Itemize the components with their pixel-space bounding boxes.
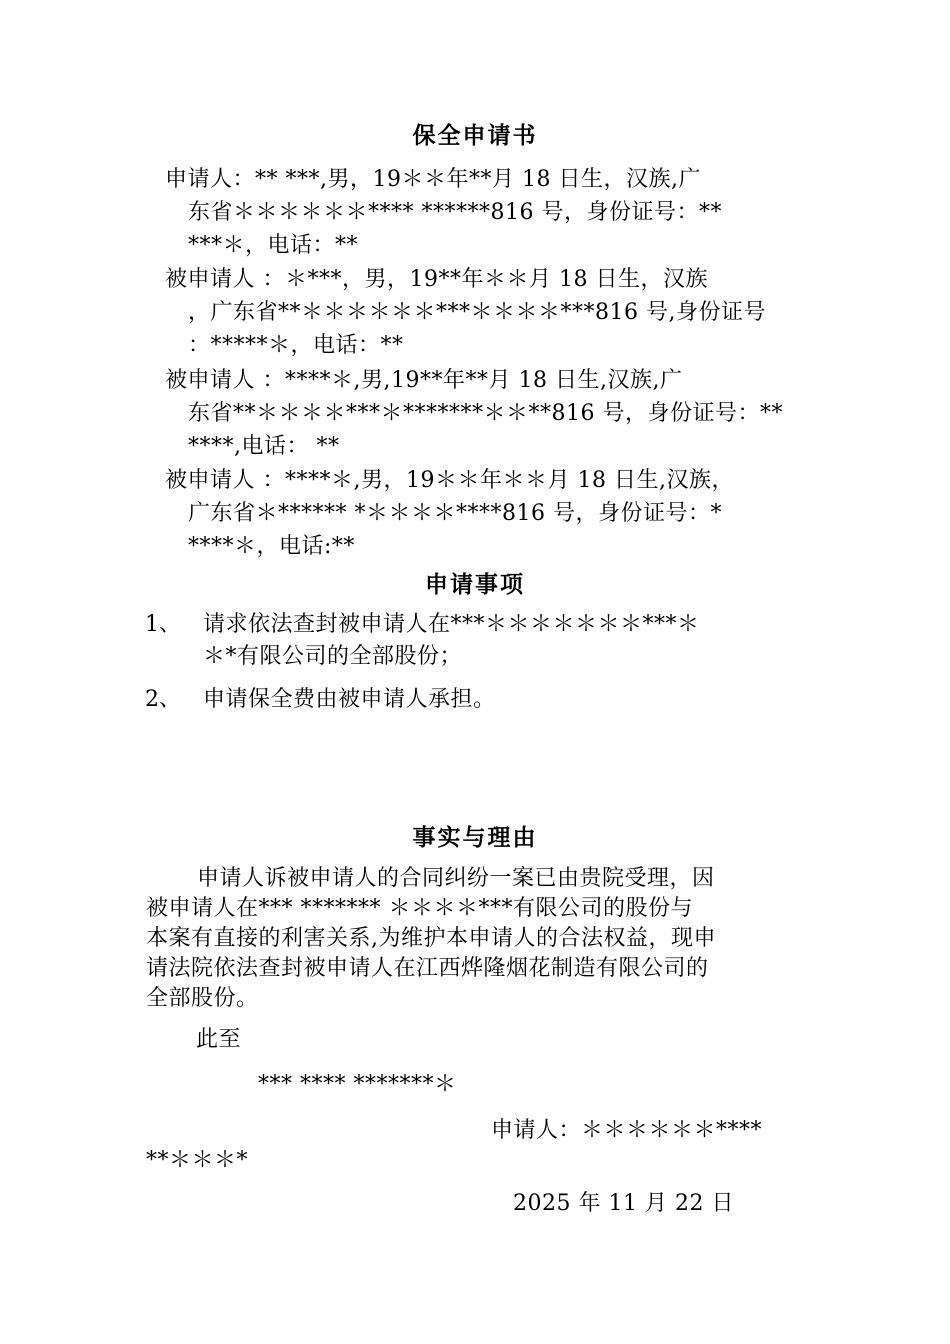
- party-3-line-2: 东省**＊＊＊＊***＊*******＊＊**816 号，身份证号：**: [188, 401, 783, 426]
- party-2-line-3: ：*****＊，电话：**: [188, 333, 404, 358]
- closing-applicant-line-2: **＊＊＊*: [146, 1148, 249, 1173]
- closing-date: 2025 年 11 月 22 日: [513, 1191, 734, 1216]
- party-1-line-3: ***＊，电话：**: [188, 233, 359, 258]
- party-4-line-3: ****＊，电话:**: [188, 534, 355, 559]
- matters-heading: 申请事项: [425, 571, 525, 598]
- facts-line-3: 本案有直接的利害关系,为维护本申请人的合法权益，现申: [146, 926, 716, 951]
- party-1-line-2: 东省＊＊＊＊＊＊**** ******816 号，身份证号：**: [188, 200, 722, 225]
- facts-line-5: 全部股份。: [146, 986, 259, 1011]
- party-2-line-2: ，广东省**＊＊＊＊＊＊***＊＊＊＊***816 号,身份证号: [188, 300, 766, 325]
- matter-1-number: 1、: [145, 612, 181, 637]
- matter-2-line-1: 申请保全费由被申请人承担。: [203, 687, 496, 712]
- facts-heading: 事实与理由: [412, 824, 538, 851]
- party-4-line-2: 广东省＊****** *＊＊＊＊****816 号，身份证号：*: [188, 501, 722, 526]
- facts-line-1: 申请人诉被申请人的合同纠纷一案已由贵院受理，因: [197, 866, 715, 891]
- facts-line-2: 被申请人在*** ******* ＊＊＊＊***有限公司的股份与: [146, 896, 693, 921]
- party-4-line-1: 被申请人 ：****＊,男，19＊＊年＊＊月 18 日生,汉族，: [165, 468, 734, 493]
- document-title: 保全申请书: [412, 122, 538, 149]
- matter-1-line-1: 请求依法查封被申请人在***＊＊＊＊＊＊＊***＊: [203, 612, 700, 637]
- closing-cizhi: 此至: [196, 1027, 242, 1052]
- party-3-line-3: ****,电话： **: [188, 434, 340, 459]
- facts-line-4: 请法院依法查封被申请人在江西烨隆烟花制造有限公司的: [146, 956, 709, 981]
- party-3-line-1: 被申请人 ：****＊,男,19**年**月 18 日生,汉族,广: [165, 368, 683, 393]
- closing-court: *** **** *******＊: [258, 1072, 457, 1097]
- matter-1-line-2: ＊*有限公司的全部股份；: [203, 644, 463, 669]
- matter-2-number: 2、: [145, 687, 181, 712]
- party-2-line-1: 被申请人 ：＊***，男，19**年＊＊月 18 日生，汉族: [165, 267, 708, 292]
- party-1-line-1: 申请人：** ***,男，19＊＊年**月 18 日生，汉族,广: [165, 167, 701, 192]
- closing-applicant-line-1: 申请人：＊＊＊＊＊＊****: [491, 1118, 763, 1143]
